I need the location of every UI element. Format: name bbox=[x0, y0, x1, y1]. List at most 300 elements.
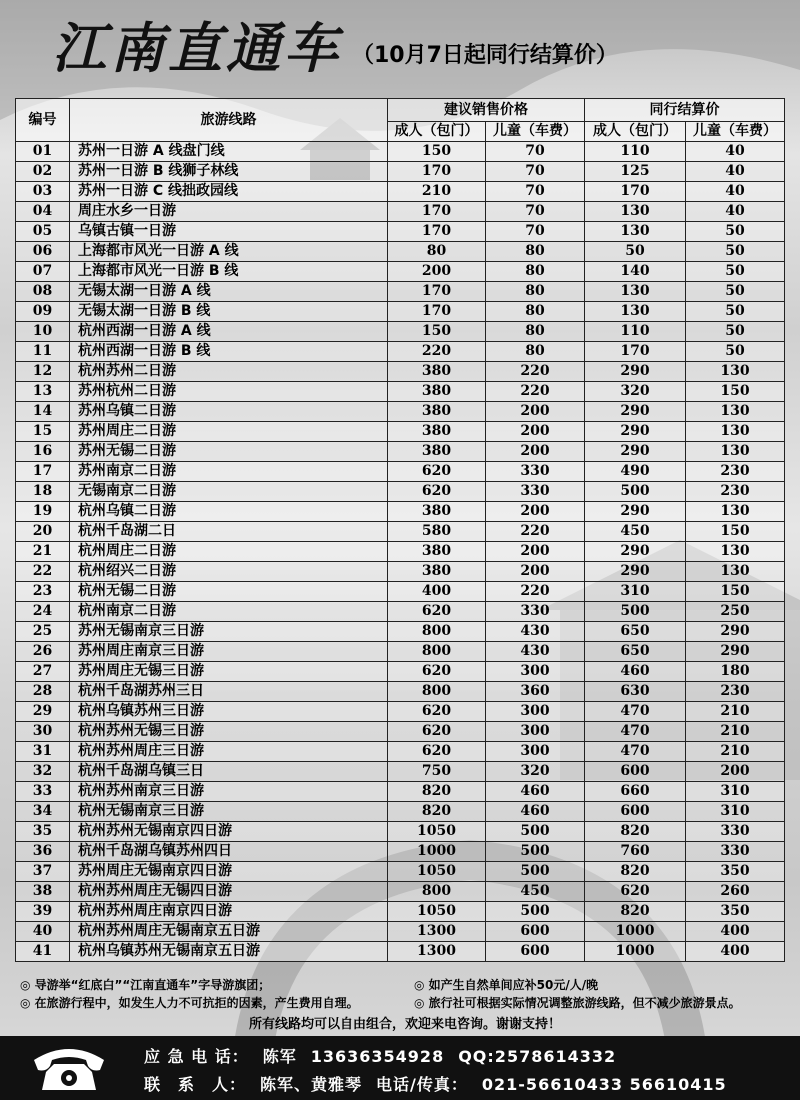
table-row bbox=[16, 802, 785, 822]
cell-trade-adult: 1000 bbox=[585, 922, 686, 942]
cell-trade-adult: 320 bbox=[585, 382, 686, 402]
table-row bbox=[16, 842, 785, 862]
cell-retail-adult: 620 bbox=[388, 722, 486, 742]
cell-route: 杭州苏州南京三日游 bbox=[70, 782, 388, 802]
cell-trade-adult: 820 bbox=[585, 822, 686, 842]
cell-no: 25 bbox=[16, 622, 70, 642]
cell-no: 18 bbox=[16, 482, 70, 502]
cell-retail-adult: 820 bbox=[388, 802, 486, 822]
table-row bbox=[16, 622, 785, 642]
cell-no: 20 bbox=[16, 522, 70, 542]
cell-route: 上海都市风光一日游 B 线 bbox=[70, 262, 388, 282]
cell-retail-adult: 800 bbox=[388, 642, 486, 662]
cell-retail-child: 220 bbox=[486, 522, 585, 542]
cell-trade-adult: 650 bbox=[585, 642, 686, 662]
cell-retail-adult: 620 bbox=[388, 482, 486, 502]
table-row bbox=[16, 582, 785, 602]
cell-no: 01 bbox=[16, 142, 70, 162]
cell-trade-child: 200 bbox=[686, 762, 785, 782]
cell-trade-adult: 290 bbox=[585, 362, 686, 382]
cell-route: 杭州千岛湖二日 bbox=[70, 522, 388, 542]
cell-trade-adult: 760 bbox=[585, 842, 686, 862]
cell-no: 05 bbox=[16, 222, 70, 242]
cell-retail-child: 200 bbox=[486, 502, 585, 522]
cell-route: 乌镇古镇一日游 bbox=[70, 222, 388, 242]
table-row bbox=[16, 262, 785, 282]
cell-retail-adult: 380 bbox=[388, 542, 486, 562]
cell-retail-child: 430 bbox=[486, 622, 585, 642]
cell-no: 32 bbox=[16, 762, 70, 782]
cell-trade-child: 40 bbox=[686, 142, 785, 162]
cell-trade-adult: 50 bbox=[585, 242, 686, 262]
cell-retail-adult: 210 bbox=[388, 182, 486, 202]
cell-retail-child: 200 bbox=[486, 402, 585, 422]
cell-retail-adult: 170 bbox=[388, 222, 486, 242]
cell-trade-adult: 500 bbox=[585, 602, 686, 622]
cell-trade-child: 290 bbox=[686, 642, 785, 662]
cell-retail-child: 80 bbox=[486, 262, 585, 282]
cell-no: 40 bbox=[16, 922, 70, 942]
emergency-label: 应 急 电 话： bbox=[144, 1047, 249, 1066]
cell-retail-adult: 150 bbox=[388, 322, 486, 342]
table-row bbox=[16, 462, 785, 482]
cell-no: 31 bbox=[16, 742, 70, 762]
cell-no: 29 bbox=[16, 702, 70, 722]
cell-no: 38 bbox=[16, 882, 70, 902]
cell-trade-child: 130 bbox=[686, 542, 785, 562]
contact-names: 陈军、黄雅琴 bbox=[260, 1075, 363, 1094]
cell-retail-child: 70 bbox=[486, 142, 585, 162]
cell-trade-child: 40 bbox=[686, 202, 785, 222]
cell-retail-child: 600 bbox=[486, 922, 585, 942]
cell-trade-child: 230 bbox=[686, 462, 785, 482]
table-row bbox=[16, 182, 785, 202]
cell-retail-child: 200 bbox=[486, 562, 585, 582]
cell-retail-child: 460 bbox=[486, 802, 585, 822]
cell-retail-adult: 380 bbox=[388, 362, 486, 382]
cell-trade-adult: 600 bbox=[585, 802, 686, 822]
table-row bbox=[16, 142, 785, 162]
cell-route: 苏州南京二日游 bbox=[70, 462, 388, 482]
contact-label: 联 系 人： bbox=[144, 1075, 247, 1094]
cell-no: 12 bbox=[16, 362, 70, 382]
table-row bbox=[16, 342, 785, 362]
cell-trade-child: 50 bbox=[686, 342, 785, 362]
fax-numbers: 021-56610433 56610415 bbox=[481, 1075, 727, 1094]
cell-trade-child: 230 bbox=[686, 482, 785, 502]
cell-retail-adult: 620 bbox=[388, 702, 486, 722]
cell-trade-adult: 290 bbox=[585, 562, 686, 582]
cell-retail-child: 500 bbox=[486, 902, 585, 922]
table-row bbox=[16, 362, 785, 382]
cell-route: 杭州西湖一日游 A 线 bbox=[70, 322, 388, 342]
cell-retail-child: 330 bbox=[486, 602, 585, 622]
table-row bbox=[16, 722, 785, 742]
cell-route: 杭州苏州周庄无锡四日游 bbox=[70, 882, 388, 902]
cell-route: 苏州杭州二日游 bbox=[70, 382, 388, 402]
table-row bbox=[16, 202, 785, 222]
cell-route: 苏州周庄无锡南京四日游 bbox=[70, 862, 388, 882]
cell-route: 杭州苏州周庄南京四日游 bbox=[70, 902, 388, 922]
cell-trade-adult: 820 bbox=[585, 902, 686, 922]
contact-line bbox=[144, 1072, 741, 1095]
cell-trade-adult: 660 bbox=[585, 782, 686, 802]
cell-trade-child: 210 bbox=[686, 702, 785, 722]
cell-no: 28 bbox=[16, 682, 70, 702]
cell-trade-child: 260 bbox=[686, 882, 785, 902]
cell-route: 苏州周庄二日游 bbox=[70, 422, 388, 442]
table-row bbox=[16, 162, 785, 182]
cell-retail-child: 320 bbox=[486, 762, 585, 782]
table-row bbox=[16, 882, 785, 902]
cell-retail-child: 200 bbox=[486, 422, 585, 442]
contact-footer bbox=[0, 1036, 800, 1100]
table-row bbox=[16, 742, 785, 762]
cell-retail-adult: 170 bbox=[388, 282, 486, 302]
cell-no: 22 bbox=[16, 562, 70, 582]
cell-trade-child: 250 bbox=[686, 602, 785, 622]
note-route-adjust: ◎ 旅行社可根据实际情况调整旅游线路，但不减少旅游景点。 bbox=[414, 996, 741, 1010]
cell-route: 杭州苏州无锡南京四日游 bbox=[70, 822, 388, 842]
cell-route: 杭州无锡二日游 bbox=[70, 582, 388, 602]
cell-trade-child: 50 bbox=[686, 262, 785, 282]
cell-trade-adult: 630 bbox=[585, 682, 686, 702]
cell-trade-adult: 460 bbox=[585, 662, 686, 682]
cell-route: 杭州西湖一日游 B 线 bbox=[70, 342, 388, 362]
cell-trade-child: 310 bbox=[686, 782, 785, 802]
cell-retail-adult: 800 bbox=[388, 882, 486, 902]
cell-retail-adult: 620 bbox=[388, 602, 486, 622]
cell-trade-child: 50 bbox=[686, 222, 785, 242]
cell-route: 周庄水乡一日游 bbox=[70, 202, 388, 222]
cell-trade-child: 400 bbox=[686, 942, 785, 962]
cell-retail-child: 330 bbox=[486, 462, 585, 482]
cell-trade-adult: 600 bbox=[585, 762, 686, 782]
cell-retail-child: 200 bbox=[486, 442, 585, 462]
cell-retail-adult: 1050 bbox=[388, 862, 486, 882]
cell-trade-adult: 450 bbox=[585, 522, 686, 542]
cell-trade-adult: 820 bbox=[585, 862, 686, 882]
cell-route: 无锡太湖一日游 A 线 bbox=[70, 282, 388, 302]
col-header-trade-adult: 成人（包门） bbox=[585, 122, 686, 142]
cell-trade-adult: 470 bbox=[585, 742, 686, 762]
cell-retail-child: 220 bbox=[486, 582, 585, 602]
cell-no: 07 bbox=[16, 262, 70, 282]
cell-retail-adult: 380 bbox=[388, 382, 486, 402]
col-header-route: 旅游线路 bbox=[70, 99, 388, 142]
closing-message: 所有线路均可以自由组合，欢迎来电咨询。谢谢支持！ bbox=[248, 1017, 561, 1032]
cell-retail-adult: 80 bbox=[388, 242, 486, 262]
cell-no: 09 bbox=[16, 302, 70, 322]
cell-route: 杭州苏州周庄无锡南京五日游 bbox=[70, 922, 388, 942]
cell-retail-adult: 750 bbox=[388, 762, 486, 782]
cell-retail-adult: 820 bbox=[388, 782, 486, 802]
cell-trade-adult: 470 bbox=[585, 722, 686, 742]
table-row bbox=[16, 922, 785, 942]
cell-retail-child: 220 bbox=[486, 362, 585, 382]
cell-trade-child: 210 bbox=[686, 742, 785, 762]
table-row bbox=[16, 822, 785, 842]
cell-trade-child: 50 bbox=[686, 282, 785, 302]
cell-retail-adult: 620 bbox=[388, 742, 486, 762]
table-row bbox=[16, 502, 785, 522]
table-row bbox=[16, 482, 785, 502]
cell-retail-adult: 200 bbox=[388, 262, 486, 282]
cell-retail-child: 500 bbox=[486, 842, 585, 862]
table-row bbox=[16, 902, 785, 922]
cell-route: 杭州千岛湖乌镇苏州四日 bbox=[70, 842, 388, 862]
emergency-phone: 13636354928 bbox=[310, 1047, 445, 1066]
cell-retail-child: 300 bbox=[486, 662, 585, 682]
cell-retail-adult: 380 bbox=[388, 562, 486, 582]
table-row bbox=[16, 522, 785, 542]
cell-trade-child: 400 bbox=[686, 922, 785, 942]
table-row bbox=[16, 762, 785, 782]
page-title: 江南直通车 bbox=[52, 17, 342, 80]
cell-route: 苏州一日游 A 线盘门线 bbox=[70, 142, 388, 162]
cell-no: 35 bbox=[16, 822, 70, 842]
cell-route: 无锡太湖一日游 B 线 bbox=[70, 302, 388, 322]
cell-trade-child: 330 bbox=[686, 842, 785, 862]
cell-retail-child: 80 bbox=[486, 342, 585, 362]
table-row bbox=[16, 662, 785, 682]
cell-trade-child: 210 bbox=[686, 722, 785, 742]
cell-trade-child: 40 bbox=[686, 182, 785, 202]
cell-no: 02 bbox=[16, 162, 70, 182]
table-row bbox=[16, 222, 785, 242]
cell-no: 10 bbox=[16, 322, 70, 342]
cell-trade-adult: 650 bbox=[585, 622, 686, 642]
cell-trade-adult: 1000 bbox=[585, 942, 686, 962]
note-single-room: ◎ 如产生自然单间应补50元/人/晚 bbox=[414, 978, 599, 992]
cell-retail-adult: 380 bbox=[388, 422, 486, 442]
cell-route: 杭州千岛湖乌镇三日 bbox=[70, 762, 388, 782]
table-header-row bbox=[16, 99, 785, 122]
cell-retail-adult: 380 bbox=[388, 502, 486, 522]
cell-route: 杭州周庄二日游 bbox=[70, 542, 388, 562]
page-subtitle: （10月7日起同行结算价） bbox=[352, 43, 618, 68]
cell-retail-adult: 150 bbox=[388, 142, 486, 162]
group-header-retail: 建议销售价格 bbox=[388, 99, 585, 122]
cell-route: 杭州乌镇二日游 bbox=[70, 502, 388, 522]
table-row bbox=[16, 942, 785, 962]
cell-retail-adult: 620 bbox=[388, 462, 486, 482]
cell-route: 苏州无锡二日游 bbox=[70, 442, 388, 462]
cell-no: 21 bbox=[16, 542, 70, 562]
cell-retail-child: 70 bbox=[486, 162, 585, 182]
cell-no: 11 bbox=[16, 342, 70, 362]
cell-trade-adult: 290 bbox=[585, 442, 686, 462]
cell-retail-adult: 1000 bbox=[388, 842, 486, 862]
cell-trade-adult: 130 bbox=[585, 202, 686, 222]
cell-retail-child: 330 bbox=[486, 482, 585, 502]
cell-trade-adult: 170 bbox=[585, 342, 686, 362]
cell-trade-adult: 500 bbox=[585, 482, 686, 502]
cell-trade-adult: 490 bbox=[585, 462, 686, 482]
cell-retail-child: 300 bbox=[486, 702, 585, 722]
cell-route: 苏州无锡南京三日游 bbox=[70, 622, 388, 642]
cell-trade-child: 40 bbox=[686, 162, 785, 182]
cell-retail-adult: 170 bbox=[388, 302, 486, 322]
cell-trade-child: 130 bbox=[686, 362, 785, 382]
cell-trade-child: 350 bbox=[686, 862, 785, 882]
cell-trade-child: 290 bbox=[686, 622, 785, 642]
table-row bbox=[16, 602, 785, 622]
emergency-name: 陈军 bbox=[262, 1047, 297, 1066]
cell-trade-adult: 125 bbox=[585, 162, 686, 182]
cell-retail-child: 300 bbox=[486, 722, 585, 742]
emergency-line bbox=[144, 1044, 630, 1067]
cell-route: 上海都市风光一日游 A 线 bbox=[70, 242, 388, 262]
cell-route: 苏州周庄南京三日游 bbox=[70, 642, 388, 662]
cell-retail-child: 600 bbox=[486, 942, 585, 962]
cell-trade-adult: 310 bbox=[585, 582, 686, 602]
cell-retail-child: 70 bbox=[486, 222, 585, 242]
cell-retail-adult: 1300 bbox=[388, 942, 486, 962]
cell-no: 06 bbox=[16, 242, 70, 262]
cell-retail-child: 70 bbox=[486, 182, 585, 202]
cell-no: 24 bbox=[16, 602, 70, 622]
cell-no: 19 bbox=[16, 502, 70, 522]
cell-trade-child: 50 bbox=[686, 242, 785, 262]
qq-number: QQ:2578614332 bbox=[458, 1047, 617, 1066]
cell-no: 39 bbox=[16, 902, 70, 922]
cell-retail-adult: 1050 bbox=[388, 822, 486, 842]
table-row bbox=[16, 862, 785, 882]
cell-retail-child: 80 bbox=[486, 322, 585, 342]
cell-no: 26 bbox=[16, 642, 70, 662]
cell-no: 23 bbox=[16, 582, 70, 602]
cell-trade-adult: 620 bbox=[585, 882, 686, 902]
cell-trade-child: 230 bbox=[686, 682, 785, 702]
table-row bbox=[16, 422, 785, 442]
cell-route: 杭州苏州无锡三日游 bbox=[70, 722, 388, 742]
cell-retail-child: 80 bbox=[486, 242, 585, 262]
table-row bbox=[16, 682, 785, 702]
cell-trade-adult: 110 bbox=[585, 142, 686, 162]
price-table bbox=[15, 98, 785, 962]
cell-trade-adult: 290 bbox=[585, 422, 686, 442]
col-header-trade-child: 儿童（车费） bbox=[686, 122, 785, 142]
cell-no: 14 bbox=[16, 402, 70, 422]
cell-no: 30 bbox=[16, 722, 70, 742]
cell-trade-child: 50 bbox=[686, 302, 785, 322]
cell-trade-adult: 170 bbox=[585, 182, 686, 202]
cell-retail-adult: 380 bbox=[388, 442, 486, 462]
cell-retail-adult: 1300 bbox=[388, 922, 486, 942]
note-guide-flag: ◎ 导游举“红底白”“江南直通车”字导游旗团； bbox=[20, 978, 271, 992]
cell-retail-child: 300 bbox=[486, 742, 585, 762]
cell-route: 杭州千岛湖苏州三日 bbox=[70, 682, 388, 702]
cell-trade-child: 180 bbox=[686, 662, 785, 682]
cell-retail-child: 450 bbox=[486, 882, 585, 902]
header bbox=[0, 0, 800, 95]
cell-trade-child: 350 bbox=[686, 902, 785, 922]
cell-retail-adult: 800 bbox=[388, 622, 486, 642]
cell-retail-adult: 170 bbox=[388, 162, 486, 182]
cell-no: 37 bbox=[16, 862, 70, 882]
cell-trade-child: 310 bbox=[686, 802, 785, 822]
cell-trade-child: 150 bbox=[686, 382, 785, 402]
cell-retail-child: 70 bbox=[486, 202, 585, 222]
cell-no: 16 bbox=[16, 442, 70, 462]
table-row bbox=[16, 442, 785, 462]
cell-retail-child: 500 bbox=[486, 822, 585, 842]
cell-route: 杭州乌镇苏州三日游 bbox=[70, 702, 388, 722]
col-header-retail-adult: 成人（包门） bbox=[388, 122, 486, 142]
table-row bbox=[16, 782, 785, 802]
cell-route: 杭州南京二日游 bbox=[70, 602, 388, 622]
cell-no: 17 bbox=[16, 462, 70, 482]
table-row bbox=[16, 382, 785, 402]
cell-retail-child: 460 bbox=[486, 782, 585, 802]
cell-route: 杭州无锡南京三日游 bbox=[70, 802, 388, 822]
cell-trade-adult: 130 bbox=[585, 222, 686, 242]
cell-trade-child: 150 bbox=[686, 522, 785, 542]
col-header-no: 编号 bbox=[16, 99, 70, 142]
cell-retail-adult: 400 bbox=[388, 582, 486, 602]
cell-retail-adult: 800 bbox=[388, 682, 486, 702]
table-row bbox=[16, 642, 785, 662]
cell-retail-adult: 1050 bbox=[388, 902, 486, 922]
cell-trade-adult: 290 bbox=[585, 502, 686, 522]
cell-no: 41 bbox=[16, 942, 70, 962]
table-row bbox=[16, 322, 785, 342]
table-row bbox=[16, 242, 785, 262]
cell-retail-child: 500 bbox=[486, 862, 585, 882]
table-body bbox=[16, 142, 785, 962]
cell-no: 08 bbox=[16, 282, 70, 302]
telephone-icon bbox=[30, 1042, 108, 1094]
cell-no: 15 bbox=[16, 422, 70, 442]
cell-trade-child: 50 bbox=[686, 322, 785, 342]
cell-retail-adult: 580 bbox=[388, 522, 486, 542]
cell-no: 27 bbox=[16, 662, 70, 682]
cell-retail-child: 80 bbox=[486, 282, 585, 302]
cell-retail-child: 200 bbox=[486, 542, 585, 562]
cell-trade-child: 130 bbox=[686, 442, 785, 462]
cell-no: 33 bbox=[16, 782, 70, 802]
cell-retail-adult: 380 bbox=[388, 402, 486, 422]
cell-retail-child: 220 bbox=[486, 382, 585, 402]
cell-trade-child: 130 bbox=[686, 402, 785, 422]
cell-trade-child: 330 bbox=[686, 822, 785, 842]
cell-route: 杭州绍兴二日游 bbox=[70, 562, 388, 582]
table-row bbox=[16, 702, 785, 722]
cell-route: 苏州乌镇二日游 bbox=[70, 402, 388, 422]
cell-trade-adult: 110 bbox=[585, 322, 686, 342]
col-header-retail-child: 儿童（车费） bbox=[486, 122, 585, 142]
cell-retail-child: 360 bbox=[486, 682, 585, 702]
cell-route: 苏州一日游 B 线狮子林线 bbox=[70, 162, 388, 182]
cell-trade-adult: 290 bbox=[585, 542, 686, 562]
cell-trade-adult: 140 bbox=[585, 262, 686, 282]
cell-trade-child: 130 bbox=[686, 502, 785, 522]
cell-route: 苏州周庄无锡三日游 bbox=[70, 662, 388, 682]
cell-trade-child: 130 bbox=[686, 562, 785, 582]
cell-trade-child: 150 bbox=[686, 582, 785, 602]
table-row bbox=[16, 562, 785, 582]
cell-route: 苏州一日游 C 线拙政园线 bbox=[70, 182, 388, 202]
cell-retail-adult: 620 bbox=[388, 662, 486, 682]
group-header-trade: 同行结算价 bbox=[585, 99, 785, 122]
fax-label: 电话/传真： bbox=[376, 1075, 468, 1094]
cell-retail-adult: 220 bbox=[388, 342, 486, 362]
note-force-majeure: ◎ 在旅游行程中，如发生人力不可抗拒的因素，产生费用自理。 bbox=[20, 996, 359, 1010]
cell-no: 34 bbox=[16, 802, 70, 822]
cell-no: 03 bbox=[16, 182, 70, 202]
cell-route: 杭州乌镇苏州无锡南京五日游 bbox=[70, 942, 388, 962]
